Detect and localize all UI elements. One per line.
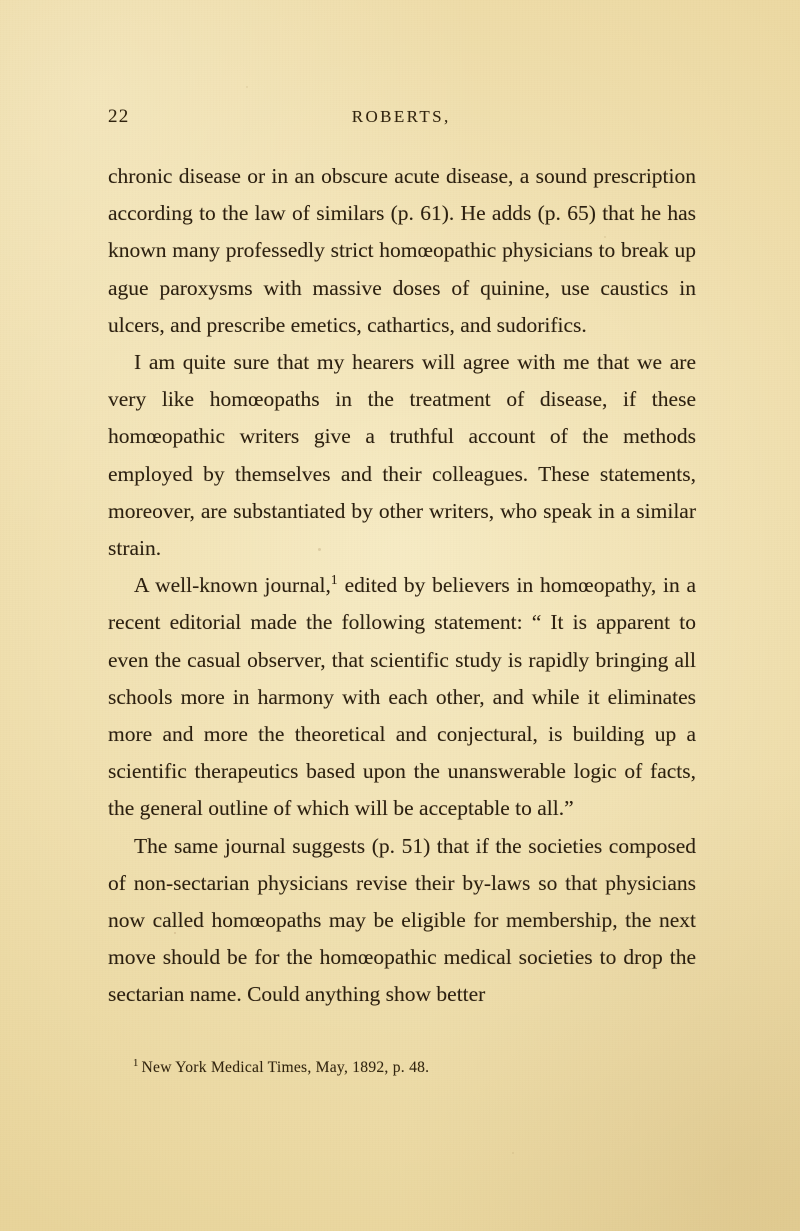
paragraph: The same journal suggests (p. 51) that if the societies composed of non-sectarian physicians revise their by-laws so that physicians now called homœopaths may be eligible for membership, the next move should be for the homœopathic medical societies to drop the sectarian name. Could anything show better [108, 833, 696, 1007]
footnote [133, 1056, 693, 1080]
page-content [108, 0, 696, 1231]
page-number: 22 [108, 106, 130, 127]
footnote-text: New York Medical Times, May, 1892, p. 48. [141, 1059, 430, 1076]
body-text [108, 158, 696, 1014]
paragraph-with-footnote-ref [108, 567, 696, 827]
paragraph: chronic disease or in an obscure acute disease, a sound prescription according to the law of similars (p. 61). He adds (p. 65) that he has known many professedly strict homœopathic physicians to break up ague paroxysms with massive doses of quinine, use caustics in ulcers, and prescribe emetics, cathartics, and sudorifics. [108, 164, 696, 337]
running-head-title: ROBERTS, [351, 107, 451, 126]
paragraph-text-before-footnote: A well-known journal, [134, 573, 331, 598]
paragraph: I am quite sure that my hearers will agree with me that we are very like homœopaths in the treatment of disease, if these homœopathic writers give a truthful account of the methods employed by themselves and their colleagues. These statements, moreover, are substantiated by other writers, who speak in a similar strain. [108, 350, 696, 561]
paragraph-text-after-footnote: edited by believers in homœopathy, in a recent editorial made the following statement: “ It is apparent to even the casual observer, that scientific study is rapidly bringing all schools more in harmony with each other, and while it eliminates more and more the theoretical and conjectural, is building up a scientific therapeutics based upon the unanswerable logic of facts, the general outline of which will be acceptable to all.” [108, 573, 696, 821]
footnote-reference-marker[interactable]: 1 [330, 572, 338, 588]
running-head [108, 104, 692, 130]
footnote-marker: 1 [133, 1057, 139, 1069]
